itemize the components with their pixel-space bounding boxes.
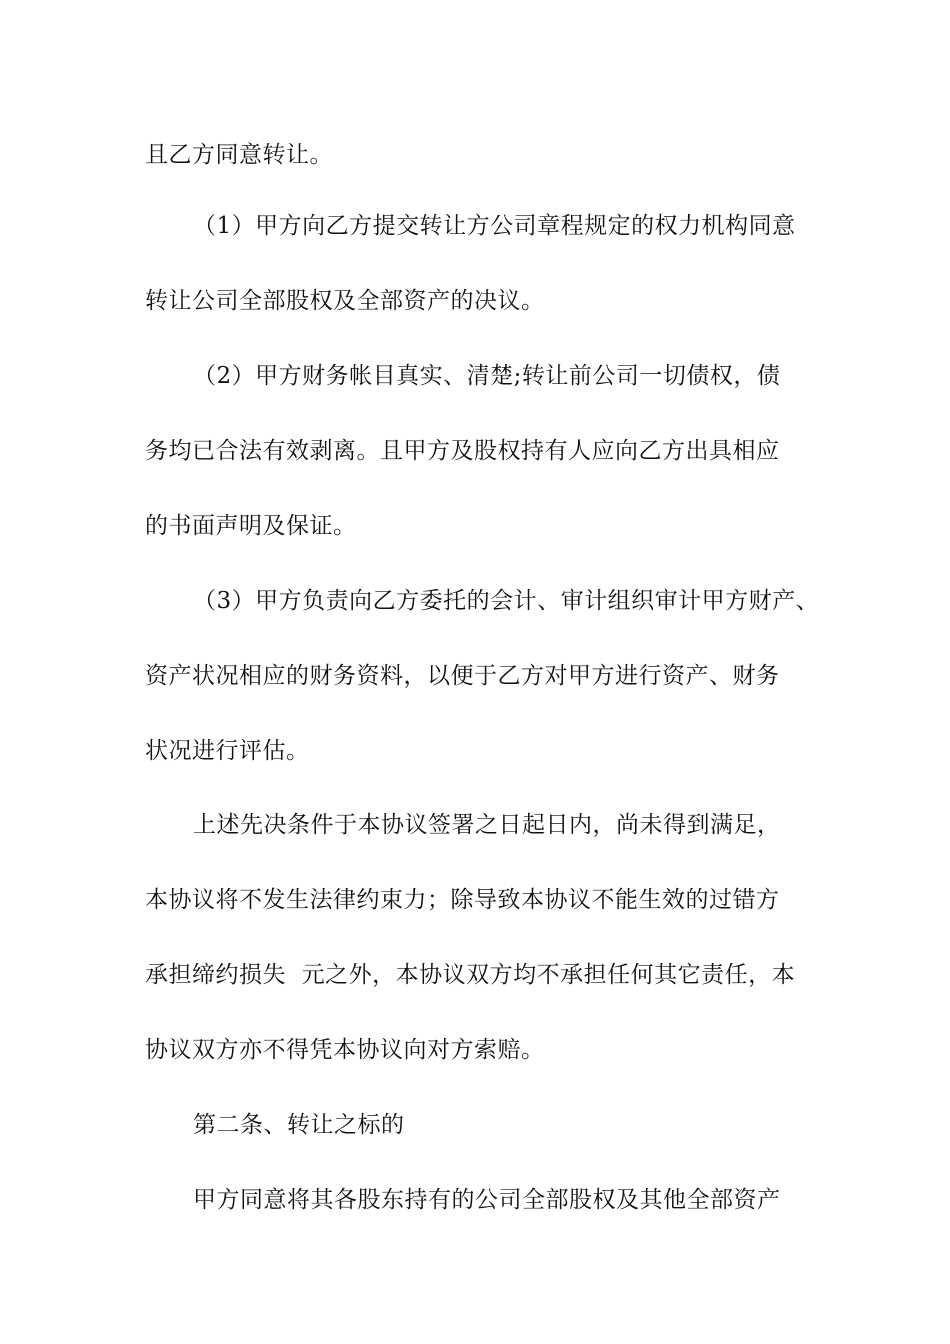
paragraph-line: 甲方同意将其各股东持有的公司全部股权及其他全部资产	[193, 1187, 781, 1213]
clause-3-line: （3）甲方负责向乙方委托的会计、审计组织审计甲方财产、	[193, 588, 820, 614]
paragraph-line: 协议双方亦不得凭本协议向对方索赔。	[145, 1037, 545, 1063]
paragraph-line: 本协议将不发生法律约束力；除导致本协议不能生效的过错方	[145, 887, 780, 913]
section-heading: 第二条、转让之标的	[193, 1112, 405, 1138]
paragraph-line: 承担缔约损失 元之外，本协议双方均不承担任何其它责任，本	[145, 962, 796, 988]
paragraph-line: 资产状况相应的财务资料，以便于乙方对甲方进行资产、财务	[145, 663, 780, 689]
paragraph-line: 的书面声明及保证。	[145, 513, 357, 539]
clause-1-line: （1）甲方向乙方提交转让方公司章程规定的权力机构同意	[193, 213, 796, 239]
paragraph-line: 转让公司全部股权及全部资产的决议。	[145, 288, 545, 314]
paragraph-line: 且乙方同意转让。	[145, 142, 333, 168]
paragraph-line: 上述先决条件于本协议签署之日起日内，尚未得到满足，	[193, 812, 781, 838]
paragraph-line: 务均已合法有效剥离。且甲方及股权持有人应向乙方出具相应	[145, 438, 780, 464]
paragraph-line: 状况进行评估。	[145, 738, 310, 764]
clause-2-line: （2）甲方财务帐目真实、清楚;转让前公司一切债权，债	[193, 363, 781, 389]
